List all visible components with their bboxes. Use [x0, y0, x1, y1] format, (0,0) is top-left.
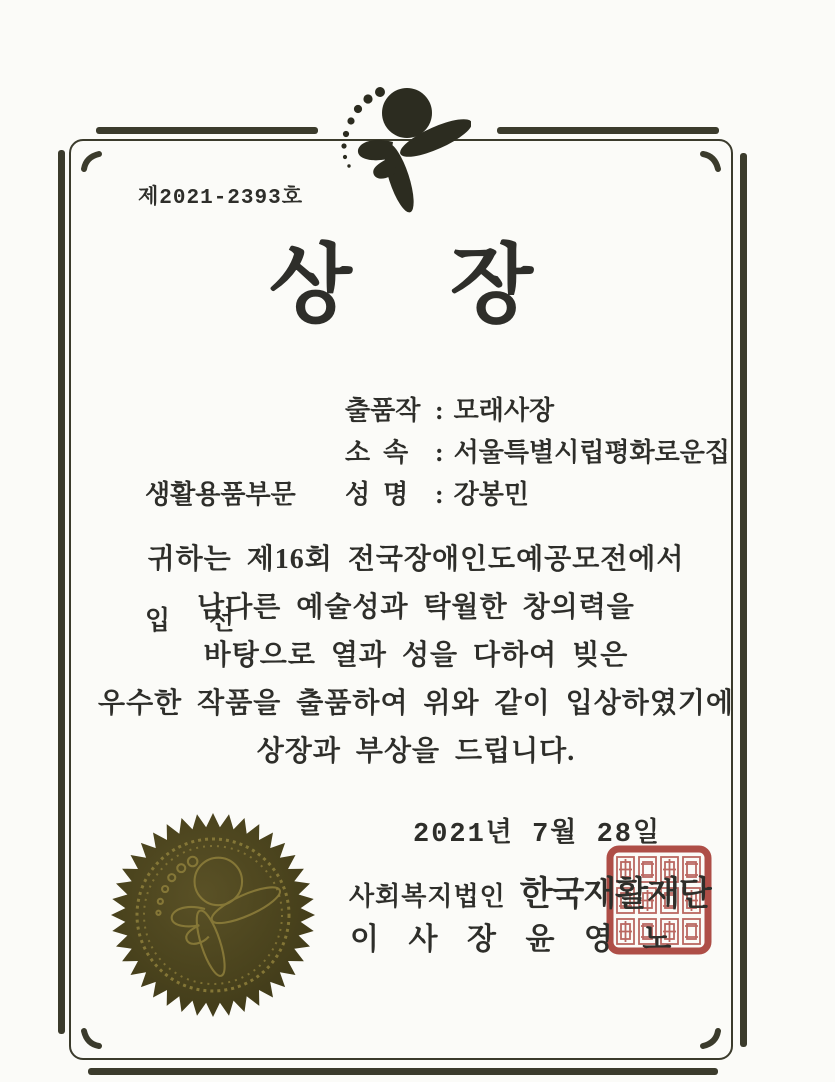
body-line: 귀하는 제16회 전국장애인도예공모전에서	[147, 544, 685, 575]
award-category: 생활용품부문	[145, 480, 296, 509]
issuer-line	[349, 866, 711, 915]
issuer-org-type: 사회복지법인	[349, 882, 506, 911]
issuer-signatory: 이 사 장 윤 영 노	[350, 923, 678, 956]
field-row-artwork	[345, 390, 730, 432]
border-bar-left	[58, 150, 65, 1034]
corner-accent-icon	[80, 150, 104, 174]
foundation-figure-logo-icon	[333, 82, 471, 220]
body-line: 상장과 부상을 드립니다.	[256, 736, 576, 767]
body-line: 남다른 예술성과 탁월한 창의력을	[197, 592, 635, 623]
corner-accent-icon	[698, 150, 722, 174]
body-line: 우수한 작품을 출품하여 위와 같이 입상하였기에	[98, 688, 734, 719]
gold-embossed-starburst-seal-icon	[108, 810, 318, 1020]
field-value: 강봉민	[453, 480, 530, 509]
corner-accent-icon	[698, 1026, 722, 1050]
field-label: 성 명	[345, 480, 409, 509]
title-char-1: 상	[268, 237, 352, 333]
field-label: 출품작	[345, 396, 421, 425]
field-row-name	[345, 474, 730, 516]
title-char-2: 장	[450, 237, 534, 333]
field-value: 서울특별시립평화로운집	[453, 438, 730, 467]
field-value: 모래사장	[453, 396, 555, 425]
body-line: 바탕으로 열과 성을 다하여 빚은	[203, 640, 629, 671]
field-colon: :	[435, 480, 444, 509]
field-label: 소 속	[345, 438, 409, 467]
issuer-org-name: 한국재활재단	[519, 876, 711, 913]
recipient-fields	[345, 390, 730, 516]
field-colon: :	[435, 438, 444, 467]
award-prize: 입 선	[145, 606, 235, 635]
document-number: 제2021-2393호	[138, 187, 303, 210]
field-colon: :	[435, 396, 444, 425]
field-row-affiliation	[345, 432, 730, 474]
border-bar-top-right	[497, 127, 719, 134]
border-bar-bottom	[88, 1068, 718, 1075]
border-bar-top-left	[96, 127, 318, 134]
issue-date: 2021년 7월 28일	[413, 820, 662, 850]
certificate-title	[70, 238, 732, 333]
corner-accent-icon	[80, 1026, 104, 1050]
citation-body	[84, 536, 748, 776]
